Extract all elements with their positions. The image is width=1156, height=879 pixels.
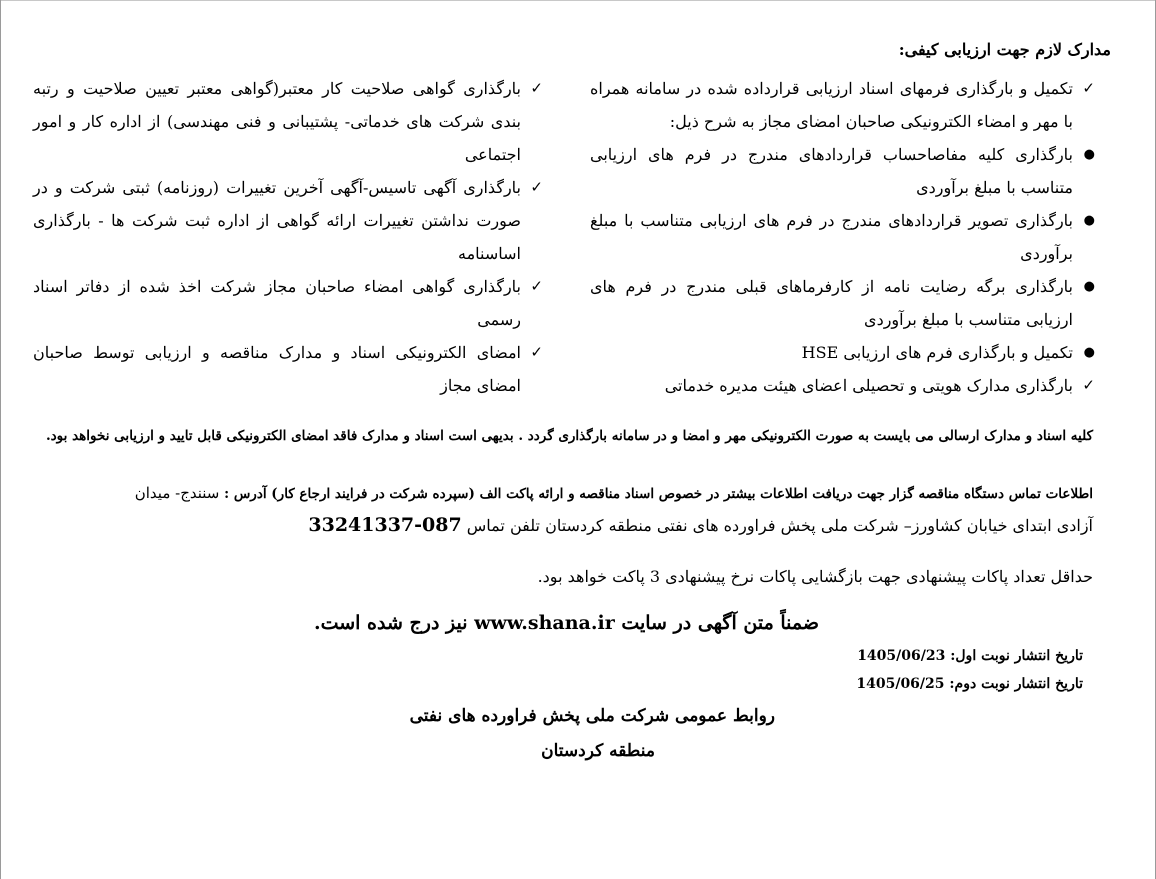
signature-line-2: منطقه کردستان xyxy=(541,741,655,761)
checkmark-icon: ✓ xyxy=(1082,79,1095,97)
contact-info-line-1 xyxy=(53,484,1093,502)
minimum-envelopes-note: حداقل تعداد پاکات پیشنهادی جهت بازگشایی پاکات نرخ پیشنهادی 3 پاکت خواهد بود. xyxy=(537,567,1093,586)
list-item-text: امضای الکترونیکی اسناد و مدارک مناقصه و ارزیابی توسط صاحبان امضای مجاز xyxy=(33,343,521,395)
list-item xyxy=(590,369,1095,402)
bullet-icon: ● xyxy=(1083,213,1095,228)
list-item-text: بارگذاری تصویر قراردادهای مندرج در فرم های ارزیابی متناسب با مبلغ برآوردی xyxy=(590,211,1073,263)
list-item xyxy=(590,138,1095,204)
website-note-after: نیز درج شده است. xyxy=(313,612,475,634)
checkmark-icon: ✓ xyxy=(530,178,543,196)
contact-info-line-2 xyxy=(53,514,1093,536)
list-item-text: بارگذاری برگه رضایت نامه از کارفرماهای قبلی مندرج در فرم های ارزیابی متناسب با مبلغ برآوردی xyxy=(590,277,1073,329)
list-item-text: بارگذاری مدارک هویتی و تحصیلی اعضای هیئت مدیره خدماتی xyxy=(664,376,1073,395)
list-item xyxy=(33,72,543,171)
first-publication-value: 1405/06/23 xyxy=(857,648,946,664)
list-item-text: بارگذاری کلیه مفاصاحساب قراردادهای مندرج در فرم های ارزیابی متناسب با مبلغ برآوردی xyxy=(590,145,1073,197)
second-publication-value: 1405/06/25 xyxy=(856,676,945,692)
checkmark-icon: ✓ xyxy=(530,277,543,295)
website-note-before: ضمناً متن آگهی در سایت xyxy=(614,612,819,634)
bullet-icon: ● xyxy=(1083,279,1095,294)
website-link[interactable]: www.shana.ir xyxy=(474,612,615,634)
list-item xyxy=(33,171,543,270)
qualification-heading: مدارک لازم جهت ارزیابی کیفی: xyxy=(898,40,1111,59)
list-item-text: بارگذاری گواهی امضاء صاحبان مجاز شرکت اخذ شده از دفاتر اسناد رسمی xyxy=(33,277,521,329)
bullet-icon: ● xyxy=(1083,147,1095,162)
second-publication-label: تاریخ انتشار نوبت دوم: xyxy=(949,676,1083,692)
list-item xyxy=(33,336,543,402)
contact-address-start: سنندج- میدان xyxy=(134,484,225,502)
phone-number: 33241337-087 xyxy=(308,514,462,536)
website-note xyxy=(119,612,819,634)
list-item xyxy=(590,72,1095,138)
page-top-border xyxy=(1,0,1155,1)
list-item xyxy=(590,336,1095,369)
list-item-text: تکمیل و بارگذاری فرم های ارزیابی HSE xyxy=(801,343,1073,362)
second-publication-date xyxy=(683,676,1083,692)
checkmark-icon: ✓ xyxy=(530,343,543,361)
list-item-text: بارگذاری گواهی صلاحیت کار معتبر(گواهی معتبر تعیین صلاحیت و رتبه بندی شرکت های خدماتی- پشتیبانی و فنی مهندسی) از اداره کار و امور اجتماعی xyxy=(33,79,521,164)
list-item-text: تکمیل و بارگذاری فرمهای اسناد ارزیابی قرارداده شده در سامانه همراه با مهر و امضاء الکترونیکی صاحبان امضای مجاز به شرح ذیل: xyxy=(590,79,1073,131)
requirements-left-column xyxy=(33,72,543,402)
electronic-signature-notice: کلیه اسناد و مدارک ارسالی می بایست به صورت الکترونیکی مهر و امضا و در سامانه بارگذاری گردد . بدیهی است اسناد و مدارک فاقد امضای الکترونیکی قابل تایید و ارزیابی نخواهد بود. xyxy=(45,428,1093,444)
checkmark-icon: ✓ xyxy=(530,79,543,97)
list-item xyxy=(590,204,1095,270)
bullet-icon: ● xyxy=(1083,345,1095,360)
contact-address-text: آزادی ابتدای خیابان کشاورز– شرکت ملی پخش فراورده های نفتی منطقه کردستان تلفن تماس xyxy=(461,516,1093,535)
signature-line-1: روابط عمومی شرکت ملی پخش فراورده های نفتی xyxy=(409,706,775,726)
list-item xyxy=(590,270,1095,336)
requirements-right-column xyxy=(590,72,1095,402)
first-publication-label: تاریخ انتشار نوبت اول: xyxy=(950,648,1083,664)
checkmark-icon: ✓ xyxy=(1082,376,1095,394)
list-item-text: بارگذاری آگهی تاسیس-آگهی آخرین تغییرات (روزنامه) ثبتی شرکت و در صورت نداشتن تغییرات ارائه گواهی از اداره ثبت شرکت ها - بارگذاری اساسنامه xyxy=(33,178,521,263)
list-item xyxy=(33,270,543,336)
first-publication-date xyxy=(683,648,1083,664)
contact-info-bold-text: اطلاعات تماس دستگاه مناقصه گزار جهت دریافت اطلاعات بیشتر در خصوص اسناد مناقصه و ارائه پاکت الف (سپرده شرکت در فرایند ارجاع کار) آدرس : xyxy=(224,486,1093,502)
